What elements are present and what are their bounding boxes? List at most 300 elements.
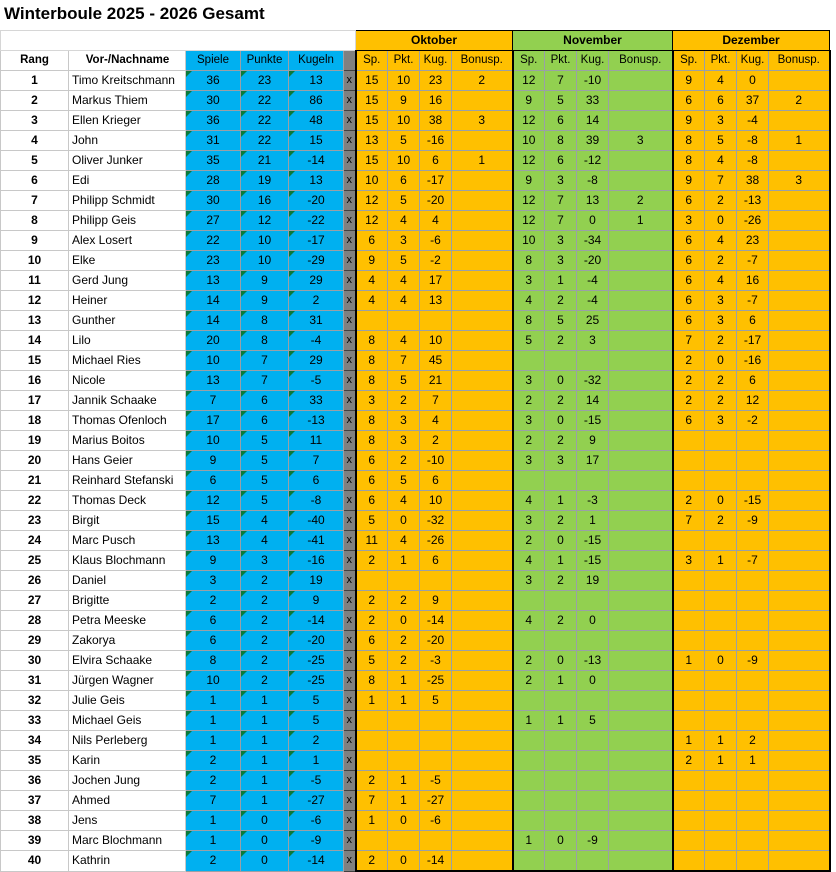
nov-pkt-cell: 3 (545, 231, 577, 251)
dez-pkt-cell: 2 (705, 331, 737, 351)
okt-kug-cell: -2 (420, 251, 452, 271)
nov-kug-cell: -32 (577, 371, 609, 391)
okt-pkt-cell: 2 (388, 631, 420, 651)
rang-cell: 9 (1, 231, 69, 251)
dez-bonus-cell (769, 791, 830, 811)
nov-pkt-cell: 2 (545, 571, 577, 591)
name-cell: Markus Thiem (69, 91, 186, 111)
okt-sp-cell: 5 (356, 651, 388, 671)
okt-pkt-cell: 3 (388, 431, 420, 451)
okt-sp-cell: 8 (356, 411, 388, 431)
okt-pkt-cell (388, 311, 420, 331)
dez-kug-cell (737, 611, 769, 631)
nov-pkt-cell: 0 (545, 371, 577, 391)
nov-kug-cell: 9 (577, 431, 609, 451)
dez-kug-cell (737, 791, 769, 811)
dez-bonus-cell (769, 511, 830, 531)
nov-kug-cell (577, 631, 609, 651)
nov-kug-cell: -12 (577, 151, 609, 171)
dez-pkt-cell: 5 (705, 131, 737, 151)
dez-bonus-cell (769, 351, 830, 371)
dez-bonus-cell (769, 611, 830, 631)
nov-sp-cell: 8 (513, 311, 545, 331)
dez-kug-cell: 16 (737, 271, 769, 291)
okt-kug-cell: 2 (420, 431, 452, 451)
nov-bonus-cell (609, 291, 673, 311)
table-row (1, 731, 830, 751)
dez-kug-cell (737, 591, 769, 611)
okt-pkt-cell: 0 (388, 851, 420, 872)
dez-bonus-cell (769, 331, 830, 351)
name-cell: Gunther (69, 311, 186, 331)
separator-cell: x (344, 571, 356, 591)
nov-sp-cell: 3 (513, 451, 545, 471)
nov-pkt-cell (545, 811, 577, 831)
okt-pkt-cell: 0 (388, 511, 420, 531)
spiele-cell: 36 (186, 71, 241, 91)
table-row (1, 271, 830, 291)
nov-pkt-cell: 2 (545, 611, 577, 631)
okt-bonus-cell (452, 631, 513, 651)
header-separator (344, 51, 356, 71)
dez-pkt-cell: 1 (705, 751, 737, 771)
punkte-cell: 7 (241, 351, 289, 371)
punkte-cell: 9 (241, 291, 289, 311)
nov-pkt-cell: 8 (545, 131, 577, 151)
nov-kug-cell: -15 (577, 551, 609, 571)
okt-sp-cell: 2 (356, 851, 388, 872)
rang-cell: 32 (1, 691, 69, 711)
kugeln-cell: -5 (289, 771, 344, 791)
nov-bonus-cell (609, 831, 673, 851)
okt-pkt-cell: 4 (388, 291, 420, 311)
dez-bonus-cell (769, 211, 830, 231)
dez-pkt-cell (705, 791, 737, 811)
dez-pkt-cell: 1 (705, 551, 737, 571)
dez-bonus-cell: 1 (769, 131, 830, 151)
dez-sp-cell (673, 531, 705, 551)
dez-kug-cell: 0 (737, 71, 769, 91)
dez-kug-cell (737, 711, 769, 731)
kugeln-cell: 86 (289, 91, 344, 111)
dez-pkt-cell (705, 471, 737, 491)
dez-kug-cell: 6 (737, 311, 769, 331)
kugeln-cell: -4 (289, 331, 344, 351)
dez-kug-cell: -9 (737, 651, 769, 671)
okt-sp-cell: 6 (356, 471, 388, 491)
separator-cell: x (344, 591, 356, 611)
okt-bonus-cell (452, 171, 513, 191)
table-row (1, 371, 830, 391)
nov-kug-cell: 25 (577, 311, 609, 331)
name-cell: Jochen Jung (69, 771, 186, 791)
dez-bonus-cell (769, 831, 830, 851)
rang-cell: 22 (1, 491, 69, 511)
spiele-cell: 6 (186, 611, 241, 631)
okt-sp-cell: 15 (356, 151, 388, 171)
nov-bonus-cell (609, 731, 673, 751)
okt-bonus-cell (452, 91, 513, 111)
nov-sp-cell: 3 (513, 511, 545, 531)
punkte-cell: 1 (241, 751, 289, 771)
nov-kug-cell (577, 691, 609, 711)
separator-cell: x (344, 751, 356, 771)
nov-pkt-cell (545, 471, 577, 491)
okt-bonus-cell (452, 211, 513, 231)
okt-bonus-cell (452, 431, 513, 451)
kugeln-cell: -6 (289, 811, 344, 831)
dez-kug-cell: 12 (737, 391, 769, 411)
punkte-cell: 7 (241, 371, 289, 391)
okt-bonus-cell (452, 291, 513, 311)
header-nov-pkt: Pkt. (545, 51, 577, 71)
dez-sp-cell (673, 791, 705, 811)
spiele-cell: 8 (186, 651, 241, 671)
dez-sp-cell (673, 571, 705, 591)
nov-bonus-cell (609, 531, 673, 551)
table-row (1, 711, 830, 731)
okt-pkt-cell: 6 (388, 171, 420, 191)
name-cell: Kathrin (69, 851, 186, 872)
kugeln-cell: 11 (289, 431, 344, 451)
okt-kug-cell: -20 (420, 191, 452, 211)
dez-bonus-cell (769, 771, 830, 791)
spiele-cell: 30 (186, 191, 241, 211)
okt-kug-cell: 13 (420, 291, 452, 311)
okt-pkt-cell: 4 (388, 331, 420, 351)
dez-sp-cell: 3 (673, 551, 705, 571)
dez-pkt-cell: 7 (705, 171, 737, 191)
kugeln-cell: 29 (289, 271, 344, 291)
nov-bonus-cell (609, 91, 673, 111)
nov-kug-cell: -10 (577, 71, 609, 91)
spiele-cell: 31 (186, 131, 241, 151)
nov-bonus-cell (609, 651, 673, 671)
nov-kug-cell (577, 751, 609, 771)
okt-sp-cell: 4 (356, 291, 388, 311)
table-row (1, 351, 830, 371)
rang-cell: 18 (1, 411, 69, 431)
dez-pkt-cell: 0 (705, 651, 737, 671)
okt-bonus-cell (452, 271, 513, 291)
rang-cell: 7 (1, 191, 69, 211)
kugeln-cell: -25 (289, 651, 344, 671)
separator-cell: x (344, 471, 356, 491)
dez-pkt-cell: 0 (705, 211, 737, 231)
separator-cell: x (344, 111, 356, 131)
okt-pkt-cell (388, 751, 420, 771)
header-name: Vor-/Nachname (69, 51, 186, 71)
dez-kug-cell (737, 471, 769, 491)
okt-bonus-cell (452, 371, 513, 391)
okt-sp-cell: 6 (356, 491, 388, 511)
dez-kug-cell: 6 (737, 371, 769, 391)
name-cell: Timo Kreitschmann (69, 71, 186, 91)
dez-sp-cell: 6 (673, 271, 705, 291)
punkte-cell: 8 (241, 311, 289, 331)
punkte-cell: 0 (241, 811, 289, 831)
kugeln-cell: -20 (289, 191, 344, 211)
dez-pkt-cell: 4 (705, 71, 737, 91)
separator-cell: x (344, 551, 356, 571)
nov-kug-cell: 0 (577, 211, 609, 231)
separator-cell: x (344, 251, 356, 271)
okt-kug-cell: -6 (420, 231, 452, 251)
spiele-cell: 22 (186, 231, 241, 251)
name-cell: Ellen Krieger (69, 111, 186, 131)
kugeln-cell: 9 (289, 591, 344, 611)
dez-bonus-cell (769, 311, 830, 331)
name-cell: Reinhard Stefanski (69, 471, 186, 491)
dez-sp-cell: 6 (673, 91, 705, 111)
dez-bonus-cell (769, 251, 830, 271)
punkte-cell: 5 (241, 431, 289, 451)
header-okt-bonus: Bonusp. (452, 51, 513, 71)
spiele-cell: 27 (186, 211, 241, 231)
okt-kug-cell: -32 (420, 511, 452, 531)
name-cell: Heiner (69, 291, 186, 311)
dez-kug-cell (737, 851, 769, 872)
kugeln-cell: -22 (289, 211, 344, 231)
okt-sp-cell (356, 831, 388, 851)
nov-kug-cell: 33 (577, 91, 609, 111)
okt-pkt-cell (388, 731, 420, 751)
name-cell: Thomas Deck (69, 491, 186, 511)
dez-bonus-cell (769, 571, 830, 591)
dez-bonus-cell (769, 711, 830, 731)
kugeln-cell: -8 (289, 491, 344, 511)
header-punkte: Punkte (241, 51, 289, 71)
dez-bonus-cell (769, 691, 830, 711)
spiele-cell: 9 (186, 551, 241, 571)
header-rang: Rang (1, 51, 69, 71)
okt-sp-cell: 1 (356, 811, 388, 831)
header-dez-kug: Kug. (737, 51, 769, 71)
dez-sp-cell (673, 471, 705, 491)
name-cell: Marc Pusch (69, 531, 186, 551)
okt-pkt-cell: 1 (388, 551, 420, 571)
name-cell: Edi (69, 171, 186, 191)
separator-cell: x (344, 191, 356, 211)
kugeln-cell: -25 (289, 671, 344, 691)
kugeln-cell: -41 (289, 531, 344, 551)
okt-bonus-cell (452, 791, 513, 811)
spiele-cell: 13 (186, 531, 241, 551)
okt-kug-cell: 7 (420, 391, 452, 411)
okt-pkt-cell: 10 (388, 151, 420, 171)
month-header-november: November (513, 31, 673, 51)
dez-pkt-cell (705, 851, 737, 872)
nov-sp-cell: 2 (513, 391, 545, 411)
dez-sp-cell: 6 (673, 311, 705, 331)
dez-pkt-cell: 3 (705, 411, 737, 431)
okt-pkt-cell: 1 (388, 671, 420, 691)
dez-bonus-cell (769, 71, 830, 91)
dez-kug-cell: -26 (737, 211, 769, 231)
okt-bonus-cell (452, 851, 513, 872)
dez-sp-cell: 1 (673, 651, 705, 671)
nov-kug-cell: -15 (577, 531, 609, 551)
nov-sp-cell: 10 (513, 231, 545, 251)
okt-sp-cell: 8 (356, 331, 388, 351)
okt-pkt-cell: 9 (388, 91, 420, 111)
spiele-cell: 9 (186, 451, 241, 471)
nov-bonus-cell (609, 851, 673, 872)
nov-pkt-cell: 0 (545, 831, 577, 851)
nov-bonus-cell (609, 751, 673, 771)
dez-bonus-cell: 2 (769, 91, 830, 111)
okt-kug-cell: 9 (420, 591, 452, 611)
okt-sp-cell (356, 711, 388, 731)
name-cell: Jannik Schaake (69, 391, 186, 411)
okt-sp-cell: 8 (356, 371, 388, 391)
dez-sp-cell: 1 (673, 731, 705, 751)
table-row (1, 691, 830, 711)
spiele-cell: 1 (186, 831, 241, 851)
nov-pkt-cell (545, 771, 577, 791)
separator-cell: x (344, 171, 356, 191)
dez-sp-cell: 9 (673, 171, 705, 191)
kugeln-cell: 5 (289, 691, 344, 711)
name-cell: Nicole (69, 371, 186, 391)
dez-bonus-cell (769, 451, 830, 471)
dez-sp-cell: 2 (673, 751, 705, 771)
okt-pkt-cell: 1 (388, 691, 420, 711)
nov-bonus-cell (609, 111, 673, 131)
okt-kug-cell: -20 (420, 631, 452, 651)
okt-pkt-cell: 5 (388, 371, 420, 391)
separator-cell: x (344, 611, 356, 631)
nov-kug-cell: -20 (577, 251, 609, 271)
okt-kug-cell: 10 (420, 491, 452, 511)
separator-cell: x (344, 71, 356, 91)
punkte-cell: 1 (241, 691, 289, 711)
okt-pkt-cell: 7 (388, 351, 420, 371)
rang-cell: 39 (1, 831, 69, 851)
nov-bonus-cell (609, 591, 673, 611)
table-row (1, 411, 830, 431)
nov-sp-cell: 9 (513, 91, 545, 111)
okt-kug-cell: 16 (420, 91, 452, 111)
spiele-cell: 14 (186, 311, 241, 331)
separator-cell: x (344, 731, 356, 751)
nov-pkt-cell: 3 (545, 171, 577, 191)
nov-kug-cell: 5 (577, 711, 609, 731)
separator-cell: x (344, 811, 356, 831)
okt-kug-cell: -5 (420, 771, 452, 791)
nov-sp-cell: 5 (513, 331, 545, 351)
rang-cell: 36 (1, 771, 69, 791)
kugeln-cell: -14 (289, 851, 344, 872)
separator-cell: x (344, 791, 356, 811)
okt-sp-cell: 8 (356, 431, 388, 451)
nov-pkt-cell (545, 691, 577, 711)
dez-kug-cell: -4 (737, 111, 769, 131)
nov-bonus-cell (609, 791, 673, 811)
table-row (1, 611, 830, 631)
okt-bonus-cell (452, 571, 513, 591)
punkte-cell: 21 (241, 151, 289, 171)
nov-kug-cell (577, 731, 609, 751)
month-header-oktober: Oktober (356, 31, 513, 51)
table-row (1, 71, 830, 91)
okt-bonus-cell (452, 391, 513, 411)
nov-bonus-cell (609, 811, 673, 831)
okt-bonus-cell: 3 (452, 111, 513, 131)
okt-bonus-cell: 2 (452, 71, 513, 91)
name-cell: Thomas Ofenloch (69, 411, 186, 431)
table-row (1, 91, 830, 111)
rang-cell: 1 (1, 71, 69, 91)
dez-sp-cell: 3 (673, 211, 705, 231)
nov-pkt-cell: 0 (545, 531, 577, 551)
okt-sp-cell: 4 (356, 271, 388, 291)
punkte-cell: 10 (241, 231, 289, 251)
okt-pkt-cell: 5 (388, 191, 420, 211)
dez-kug-cell: 23 (737, 231, 769, 251)
nov-kug-cell (577, 771, 609, 791)
kugeln-cell: 33 (289, 391, 344, 411)
table-row (1, 231, 830, 251)
dez-sp-cell: 7 (673, 511, 705, 531)
kugeln-cell: 7 (289, 451, 344, 471)
separator-cell: x (344, 431, 356, 451)
header-okt-sp: Sp. (356, 51, 388, 71)
dez-kug-cell: -17 (737, 331, 769, 351)
okt-sp-cell: 10 (356, 171, 388, 191)
rang-cell: 28 (1, 611, 69, 631)
dez-bonus-cell (769, 851, 830, 872)
nov-sp-cell: 12 (513, 111, 545, 131)
dez-sp-cell: 2 (673, 351, 705, 371)
okt-kug-cell: 10 (420, 331, 452, 351)
nov-pkt-cell: 7 (545, 191, 577, 211)
spiele-cell: 7 (186, 391, 241, 411)
table-row (1, 431, 830, 451)
dez-kug-cell: -7 (737, 251, 769, 271)
okt-bonus-cell (452, 471, 513, 491)
okt-bonus-cell (452, 711, 513, 731)
header-nov-kug: Kug. (577, 51, 609, 71)
okt-bonus-cell (452, 671, 513, 691)
punkte-cell: 19 (241, 171, 289, 191)
nov-bonus-cell (609, 391, 673, 411)
nov-pkt-cell: 1 (545, 271, 577, 291)
nov-bonus-cell: 2 (609, 191, 673, 211)
spiele-cell: 23 (186, 251, 241, 271)
dez-sp-cell (673, 711, 705, 731)
spiele-cell: 12 (186, 491, 241, 511)
dez-kug-cell: -8 (737, 151, 769, 171)
punkte-cell: 2 (241, 571, 289, 591)
name-cell: John (69, 131, 186, 151)
nov-bonus-cell (609, 551, 673, 571)
separator-cell: x (344, 631, 356, 651)
okt-pkt-cell: 1 (388, 791, 420, 811)
okt-sp-cell: 2 (356, 591, 388, 611)
nov-kug-cell: 17 (577, 451, 609, 471)
okt-sp-cell (356, 731, 388, 751)
okt-sp-cell: 6 (356, 631, 388, 651)
punkte-cell: 10 (241, 251, 289, 271)
table-row (1, 171, 830, 191)
okt-pkt-cell: 4 (388, 211, 420, 231)
okt-kug-cell: -17 (420, 171, 452, 191)
separator-cell: x (344, 511, 356, 531)
dez-sp-cell: 6 (673, 191, 705, 211)
nov-sp-cell: 10 (513, 131, 545, 151)
dez-sp-cell (673, 691, 705, 711)
